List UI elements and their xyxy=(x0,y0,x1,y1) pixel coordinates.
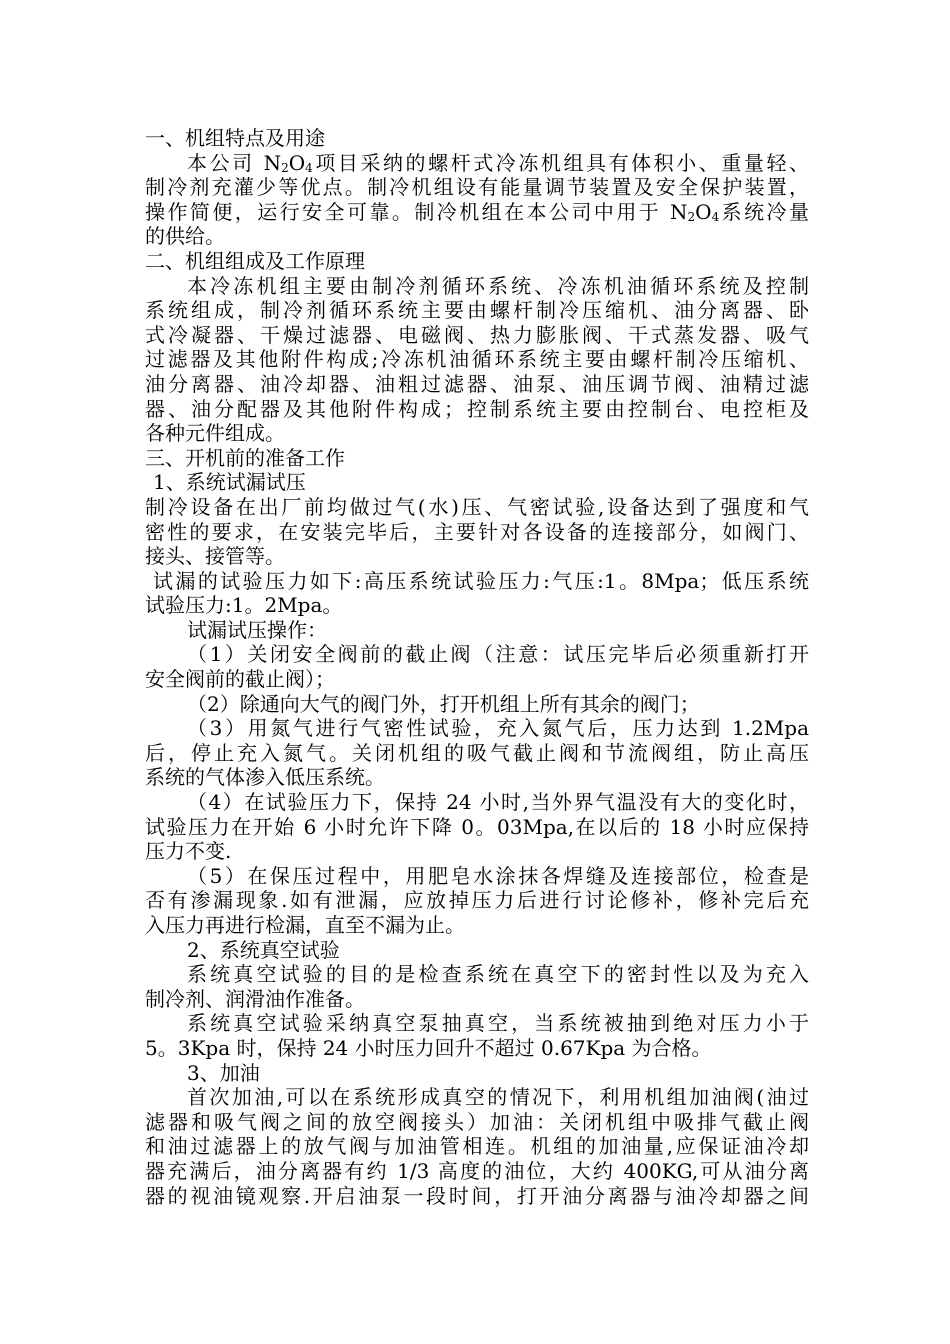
paragraph-line: 本公司 $N_2O_4$项目采纳的螺杆式冷冻机组具有体积小、重量轻、 xyxy=(187,150,809,175)
paragraph-line: 过滤器及其他附件构成;冷冻机油循环系统主要由螺杆制冷压缩机、 xyxy=(145,347,809,372)
list-item-line: （5）在保压过程中，用肥皂水涂抹各焊缝及连接部位，检查是 xyxy=(187,863,809,888)
section-heading: 二、机组组成及工作原理 xyxy=(145,248,365,273)
paragraph-line: 系统真空试验采纳真空泵抽真空，当系统被抽到绝对压力小于 xyxy=(187,1011,809,1036)
subsection-heading: 1、系统试漏试压 xyxy=(153,470,306,495)
paragraph-line: 和油过滤器上的放气阀与加油管相连。机组的加油量,应保证油冷却 xyxy=(145,1134,809,1159)
list-item-line: 入压力再进行检漏，直至不漏为止。 xyxy=(145,913,465,937)
list-item-line: 安全阀前的截止阀）； xyxy=(145,667,335,692)
paragraph-line: 接头、接管等。 xyxy=(145,544,285,569)
paragraph-line: 的供给。 xyxy=(145,224,225,249)
list-item-line: （3）用氮气进行气密性试验，充入氮气后，压力达到 1.2Mpa xyxy=(187,716,809,741)
paragraph-line: 系统组成，制冷剂循环系统主要由螺杆制冷压缩机、油分离器、卧 xyxy=(145,298,809,323)
list-item-line: （2）除通向大气的阀门外，打开机组上所有其余的阀门； xyxy=(187,691,700,716)
list-item-line: （4）在试验压力下，保持 24 小时,当外界气温没有大的变化时， xyxy=(187,790,809,815)
paragraph-line: 本冷冻机组主要由制冷剂循环系统、冷冻机油循环系统及控制 xyxy=(187,273,809,298)
paragraph-line: 首次加油,可以在系统形成真空的情况下，利用机组加油阀(油过 xyxy=(187,1085,809,1110)
list-item-line: 压力不变. xyxy=(145,839,232,864)
paragraph-line: 油分离器、油冷却器、油粗过滤器、油泵、油压调节阀、油精过滤 xyxy=(145,371,809,396)
list-item-line: 否有渗漏现象.如有泄漏，应放掉压力后进行讨论修补，修补完后充 xyxy=(145,888,809,913)
list-item-line: （1）关闭安全阀前的截止阀（注意：试压完毕后必须重新打开 xyxy=(187,642,809,667)
subsection-heading: 2、系统真空试验 xyxy=(187,937,340,962)
paragraph-line: 操作简便，运行安全可靠。制冷机组在本公司中用于 $N_2O_4$系统冷量 xyxy=(145,199,809,224)
paragraph-line: 各种元件组成。 xyxy=(145,421,285,446)
section-heading: 三、开机前的准备工作 xyxy=(145,445,345,470)
paragraph-line: 器充满后，油分离器有约 1/3 高度的油位，大约 400KG,可从油分离 xyxy=(145,1158,809,1183)
list-item-line: 试验压力在开始 6 小时允许下降 0。03Mpa,在以后的 18 小时应保持 xyxy=(145,814,809,839)
list-item-line: 系统的气体渗入低压系统。 xyxy=(145,765,385,790)
paragraph-line: 器、油分配器及其他附件构成；控制系统主要由控制台、电控柜及 xyxy=(145,396,809,421)
paragraph-line: 滤器和吸气阀之间的放空阀接头）加油：关闭机组中吸排气截止阀 xyxy=(145,1109,809,1134)
subsection-heading: 3、加油 xyxy=(187,1060,260,1085)
paragraph-line: 试漏的试验压力如下:高压系统试验压力:气压:1。8Mpa；低压系统 xyxy=(153,568,809,593)
paragraph-line: 器的视油镜观察.开启油泵一段时间，打开油分离器与油冷却器之间 xyxy=(145,1183,809,1208)
paragraph-line: 制冷剂、润滑油作准备。 xyxy=(145,986,365,1011)
subsection-heading: 试漏试压操作： xyxy=(187,617,327,642)
paragraph-line: 制冷设备在出厂前均做过气(水)压、气密试验,设备达到了强度和气 xyxy=(145,494,809,519)
section-heading: 一、机组特点及用途 xyxy=(145,126,325,150)
paragraph-line: 5。3Kpa 时，保持 24 小时压力回升不超过 0.67Kpa 为合格。 xyxy=(145,1035,712,1060)
paragraph-line: 密性的要求，在安装完毕后，主要针对各设备的连接部分，如阀门、 xyxy=(145,519,809,544)
paragraph-line: 式冷凝器、干燥过滤器、电磁阀、热力膨胀阀、干式蒸发器、吸气 xyxy=(145,322,809,347)
document-body xyxy=(145,126,809,1208)
paragraph-line: 试验压力:1。2Mpa。 xyxy=(145,593,343,618)
paragraph-line: 系统真空试验的目的是检查系统在真空下的密封性以及为充入 xyxy=(187,962,809,987)
list-item-line: 后，停止充入氮气。关闭机组的吸气截止阀和节流阀组，防止高压 xyxy=(145,740,809,765)
paragraph-line: 制冷剂充灌少等优点。制冷机组设有能量调节装置及安全保护装置， xyxy=(145,175,809,200)
